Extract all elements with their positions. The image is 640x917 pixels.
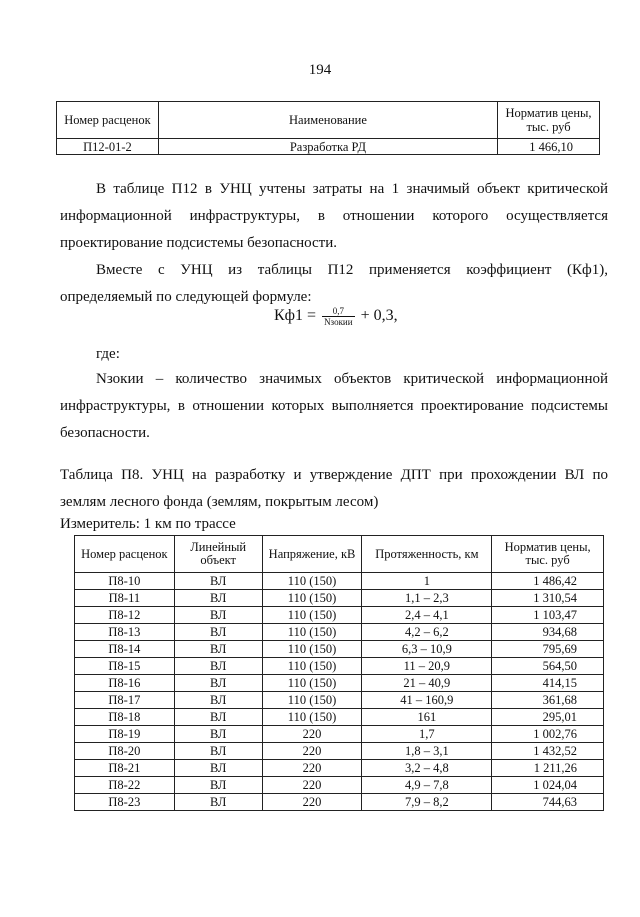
table-cell: 41 – 160,9 <box>362 692 492 709</box>
table-cell: 1,1 – 2,3 <box>362 590 492 607</box>
formula-rhs: + 0,3, <box>360 307 398 325</box>
table-cell: 220 <box>262 760 362 777</box>
header-cell: Норматив цены, тыс. руб <box>492 536 604 573</box>
formula-numerator: 0,7 <box>322 306 355 317</box>
table-row <box>75 760 604 777</box>
table-row <box>75 726 604 743</box>
table-cell: ВЛ <box>174 709 262 726</box>
paragraph-text: Вместе с УНЦ из таблицы П12 применяется коэффициент (Кф1), определяемый по следующей формуле: <box>60 262 608 305</box>
paragraph <box>60 176 608 257</box>
table-cell: ВЛ <box>174 726 262 743</box>
header-cell: Номер расценок <box>75 536 175 573</box>
table-title <box>60 462 608 516</box>
table-cell: 110 (150) <box>262 590 362 607</box>
table-cell: П8-14 <box>75 641 175 658</box>
table-cell: 110 (150) <box>262 607 362 624</box>
table-cell: 1 024,04 <box>492 777 604 794</box>
price-table-p12 <box>56 101 600 155</box>
where-label: где: <box>96 346 120 362</box>
table-cell: 1 466,10 <box>498 139 600 155</box>
table-cell: ВЛ <box>174 641 262 658</box>
table-row <box>75 624 604 641</box>
table-row <box>75 709 604 726</box>
table-cell: 6,3 – 10,9 <box>362 641 492 658</box>
table-cell: 110 (150) <box>262 641 362 658</box>
table-row <box>75 658 604 675</box>
table-row <box>75 777 604 794</box>
measure-text: Измеритель: 1 км по трассе <box>60 516 236 532</box>
table-cell: 564,50 <box>492 658 604 675</box>
table-cell: 220 <box>262 726 362 743</box>
table-cell: 220 <box>262 777 362 794</box>
price-table-p8 <box>74 535 604 811</box>
table-cell: П8-15 <box>75 658 175 675</box>
table-cell: 744,63 <box>492 794 604 811</box>
table-row <box>75 743 604 760</box>
table-cell: ВЛ <box>174 794 262 811</box>
header-cell: Напряжение, кВ <box>262 536 362 573</box>
table-cell: 110 (150) <box>262 658 362 675</box>
table-cell: 1,8 – 3,1 <box>362 743 492 760</box>
table-cell: 220 <box>262 743 362 760</box>
table-row <box>75 692 604 709</box>
table-header-row <box>57 102 600 139</box>
table-cell: 1,7 <box>362 726 492 743</box>
table-cell: П8-10 <box>75 573 175 590</box>
table-row <box>75 641 604 658</box>
table-cell: П8-18 <box>75 709 175 726</box>
table-cell: 2,4 – 4,1 <box>362 607 492 624</box>
table-row <box>75 607 604 624</box>
paragraph-text: Nзокии – количество значимых объектов критической информационной инфраструктуры, в отношении которых выполняется проектирование подсистемы безопасности. <box>60 371 608 441</box>
table-cell: П8-16 <box>75 675 175 692</box>
table-row <box>75 590 604 607</box>
table-cell: 21 – 40,9 <box>362 675 492 692</box>
table-cell: 110 (150) <box>262 709 362 726</box>
table-cell: 7,9 – 8,2 <box>362 794 492 811</box>
table-cell: П8-11 <box>75 590 175 607</box>
table-cell: Разработка РД <box>158 139 497 155</box>
table-cell: П8-12 <box>75 607 175 624</box>
table-cell: ВЛ <box>174 675 262 692</box>
table-cell: П8-13 <box>75 624 175 641</box>
table-cell: ВЛ <box>174 692 262 709</box>
table-cell: 1 103,47 <box>492 607 604 624</box>
table-cell: 110 (150) <box>262 573 362 590</box>
table-cell: ВЛ <box>174 590 262 607</box>
table-cell: 414,15 <box>492 675 604 692</box>
table-cell: ВЛ <box>174 624 262 641</box>
table-cell: П8-23 <box>75 794 175 811</box>
page-number: 194 <box>308 62 332 78</box>
table-cell: 220 <box>262 794 362 811</box>
table-cell: 1 002,76 <box>492 726 604 743</box>
table-cell: П12-01-2 <box>57 139 159 155</box>
formula-fraction <box>322 306 355 327</box>
table-row <box>75 675 604 692</box>
table-cell: ВЛ <box>174 777 262 794</box>
paragraph <box>60 366 608 447</box>
table-cell: П8-19 <box>75 726 175 743</box>
paragraph <box>60 341 608 368</box>
table-cell: ВЛ <box>174 607 262 624</box>
table-row <box>57 139 600 155</box>
table-cell: ВЛ <box>174 573 262 590</box>
table-cell: П8-22 <box>75 777 175 794</box>
header-cell: Протяженность, км <box>362 536 492 573</box>
table-cell: 161 <box>362 709 492 726</box>
table-cell: П8-20 <box>75 743 175 760</box>
header-cell: Норматив цены, тыс. руб <box>498 102 600 139</box>
table-cell: 295,01 <box>492 709 604 726</box>
header-cell: Линейный объект <box>174 536 262 573</box>
table-cell: 1 432,52 <box>492 743 604 760</box>
table-body <box>75 573 604 811</box>
formula-denominator: Nзокии <box>324 317 353 327</box>
header-cell: Номер расценок <box>57 102 159 139</box>
table-cell: 3,2 – 4,8 <box>362 760 492 777</box>
formula <box>274 306 398 327</box>
table-cell: 934,68 <box>492 624 604 641</box>
table-header-row <box>75 536 604 573</box>
table-cell: 1 <box>362 573 492 590</box>
header-cell: Наименование <box>158 102 497 139</box>
table-cell: 361,68 <box>492 692 604 709</box>
paragraph <box>60 257 608 311</box>
table-row <box>75 794 604 811</box>
table-cell: П8-21 <box>75 760 175 777</box>
paragraph-text: В таблице П12 в УНЦ учтены затраты на 1 значимый объект критической информационной инфраструктуры, в отношении которого осуществляется проектирование подсистемы безопасности. <box>60 181 608 251</box>
formula-lhs: Кф1 = <box>274 307 317 325</box>
table-cell: ВЛ <box>174 760 262 777</box>
table-cell: ВЛ <box>174 658 262 675</box>
table-cell: 110 (150) <box>262 675 362 692</box>
table-cell: 11 – 20,9 <box>362 658 492 675</box>
table-cell: 1 486,42 <box>492 573 604 590</box>
measure-line <box>60 511 608 538</box>
table-cell: 110 (150) <box>262 692 362 709</box>
table-cell: 110 (150) <box>262 624 362 641</box>
table-cell: П8-17 <box>75 692 175 709</box>
table-cell: 1 310,54 <box>492 590 604 607</box>
table-title-text: Таблица П8. УНЦ на разработку и утверждение ДПТ при прохождении ВЛ по землям лесного фонда (землям, покрытым лесом) <box>60 467 608 510</box>
table-cell: 1 211,26 <box>492 760 604 777</box>
table-cell: ВЛ <box>174 743 262 760</box>
table-cell: 795,69 <box>492 641 604 658</box>
table-cell: 4,9 – 7,8 <box>362 777 492 794</box>
table-row <box>75 573 604 590</box>
table-cell: 4,2 – 6,2 <box>362 624 492 641</box>
